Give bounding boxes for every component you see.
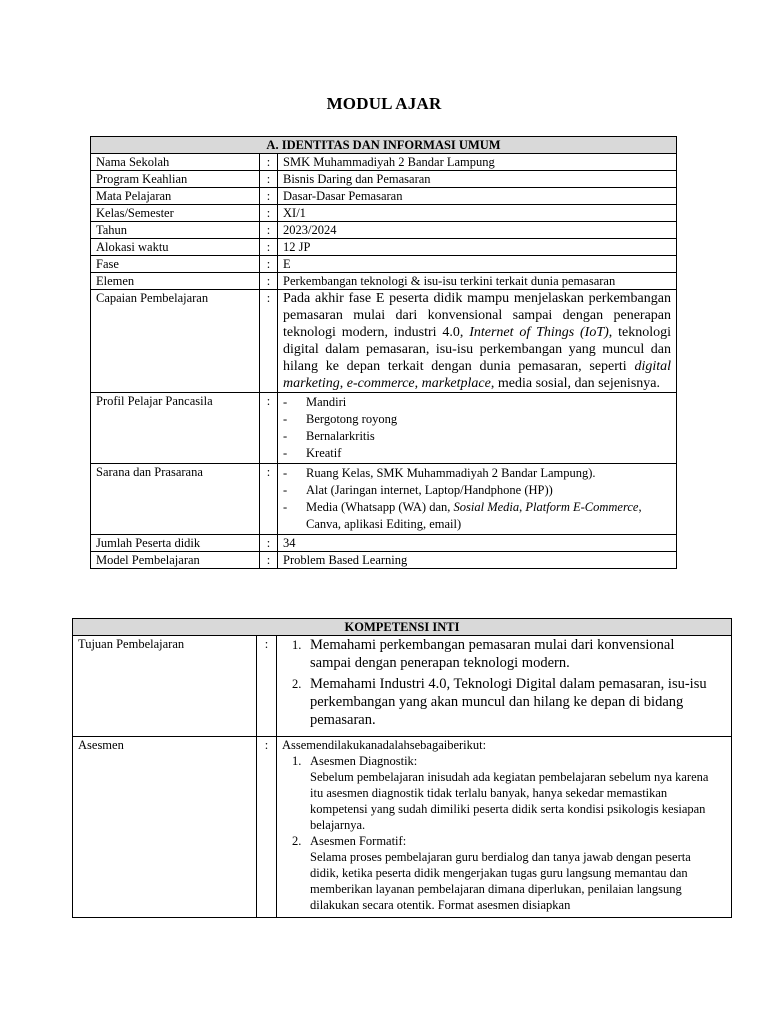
sarana-list bbox=[283, 465, 671, 533]
row-label: Profil Pelajar Pancasila bbox=[91, 393, 260, 464]
row-label: Nama Sekolah bbox=[91, 154, 260, 171]
sarana-list-cell bbox=[278, 464, 677, 535]
item-number: 2. bbox=[292, 677, 302, 691]
capaian-text: Pada akhir fase E peserta didik mampu menjelaskan perkembangan pemasaran mulai dari konvensional sampai dengan penerapan teknologi modern, industri 4.0, Internet of Things (IoT), teknologi digital dalam pemasaran, isu-isu perkembangan yang muncul dan hilang ke depan terkait dengan dunia pemasaran, seperti digital marketing, e-commerce, marketplace, media sosial, dan sejenisnya. bbox=[278, 290, 677, 393]
row-value: SMK Muhammadiyah 2 Bandar Lampung bbox=[278, 154, 677, 171]
table-row bbox=[91, 535, 677, 552]
colon: : bbox=[260, 535, 278, 552]
table-row bbox=[91, 464, 677, 535]
row-value: Perkembangan teknologi & isu-isu terkini terkait dunia pemasaran bbox=[278, 273, 677, 290]
row-label: Sarana dan Prasarana bbox=[91, 464, 260, 535]
row-value: 34 bbox=[278, 535, 677, 552]
table-row bbox=[91, 256, 677, 273]
colon: : bbox=[260, 188, 278, 205]
table-row bbox=[91, 171, 677, 188]
kompetensi-header-row bbox=[73, 619, 732, 636]
row-label: Tahun bbox=[91, 222, 260, 239]
table-row bbox=[73, 636, 732, 737]
item-text: Sebelum pembelajaran inisudah ada kegiatan pembelajaran sebelum nya karena itu asesmen diagnostik tidak terlalu banyak, hanya sekedar memastikan kompetensi yang sudah dimiliki peserta didik serta kondisi psikologis kesiapan belajarnya. bbox=[310, 770, 709, 832]
list-item: - Kreatif bbox=[283, 445, 671, 462]
colon: : bbox=[257, 636, 277, 737]
identitas-table bbox=[90, 136, 677, 569]
row-value: XI/1 bbox=[278, 205, 677, 222]
row-value: Problem Based Learning bbox=[278, 552, 677, 569]
list-item bbox=[282, 753, 713, 833]
colon: : bbox=[260, 393, 278, 464]
item-title: Asesmen Formatif: bbox=[310, 834, 407, 848]
row-label: Mata Pelajaran bbox=[91, 188, 260, 205]
item-text: Memahami Industri 4.0, Teknologi Digital dalam pemasaran, isu-isu perkembangan yang akan muncul dan hilang ke depan di bidang pemasaran. bbox=[310, 676, 707, 728]
row-value: E bbox=[278, 256, 677, 273]
row-value: Dasar-Dasar Pemasaran bbox=[278, 188, 677, 205]
list-item bbox=[282, 675, 713, 729]
item-number: 1. bbox=[292, 754, 302, 768]
item-number: 2. bbox=[292, 834, 302, 848]
colon: : bbox=[260, 171, 278, 188]
colon: : bbox=[260, 552, 278, 569]
identitas-heading: A. IDENTITAS DAN INFORMASI UMUM bbox=[91, 137, 677, 154]
asesmen-intro: Assemendilakukanadalahsebagaiberikut: bbox=[282, 738, 487, 752]
asesmen-cell bbox=[277, 737, 732, 918]
colon: : bbox=[260, 256, 278, 273]
profil-list bbox=[283, 394, 671, 462]
tujuan-list-cell bbox=[277, 636, 732, 737]
row-value: Bisnis Daring dan Pemasaran bbox=[278, 171, 677, 188]
table-row bbox=[91, 188, 677, 205]
colon: : bbox=[257, 737, 277, 918]
table-row bbox=[91, 154, 677, 171]
identitas-header-row bbox=[91, 137, 677, 154]
row-label: Capaian Pembelajaran bbox=[91, 290, 260, 393]
row-value: 12 JP bbox=[278, 239, 677, 256]
row-label: Tujuan Pembelajaran bbox=[73, 636, 257, 737]
colon: : bbox=[260, 464, 278, 535]
colon: : bbox=[260, 154, 278, 171]
table-row bbox=[91, 273, 677, 290]
asesmen-list bbox=[282, 753, 713, 913]
kompetensi-heading: KOMPETENSI INTI bbox=[73, 619, 732, 636]
item-text: Memahami perkembangan pemasaran mulai dari konvensional sampai dengan penerapan teknologi modern. bbox=[310, 637, 675, 671]
table-row bbox=[91, 290, 677, 393]
table-row bbox=[91, 552, 677, 569]
row-label: Program Keahlian bbox=[91, 171, 260, 188]
row-label: Asesmen bbox=[73, 737, 257, 918]
table-row bbox=[91, 239, 677, 256]
colon: : bbox=[260, 273, 278, 290]
list-item: - Bernalarkritis bbox=[283, 428, 671, 445]
table-row bbox=[91, 205, 677, 222]
row-label: Jumlah Peserta didik bbox=[91, 535, 260, 552]
list-item: - Media (Whatsapp (WA) dan, Sosial Media, Platform E-Commerce, Canva, aplikasi Editing, email) bbox=[283, 499, 671, 533]
colon: : bbox=[260, 205, 278, 222]
table-row bbox=[73, 737, 732, 918]
colon: : bbox=[260, 290, 278, 393]
item-number: 1. bbox=[292, 638, 302, 652]
row-label: Model Pembelajaran bbox=[91, 552, 260, 569]
kompetensi-table bbox=[72, 618, 732, 918]
colon: : bbox=[260, 222, 278, 239]
tujuan-list bbox=[282, 636, 713, 729]
row-label: Alokasi waktu bbox=[91, 239, 260, 256]
list-item: - Bergotong royong bbox=[283, 411, 671, 428]
list-item bbox=[282, 636, 713, 672]
table-row bbox=[91, 222, 677, 239]
item-title: Asesmen Diagnostik: bbox=[310, 754, 418, 768]
colon: : bbox=[260, 239, 278, 256]
list-item: - Mandiri bbox=[283, 394, 671, 411]
page-title: MODUL AJAR bbox=[326, 94, 442, 113]
row-label: Elemen bbox=[91, 273, 260, 290]
list-item bbox=[282, 833, 713, 913]
list-item: - Ruang Kelas, SMK Muhammadiyah 2 Bandar Lampung). bbox=[283, 465, 671, 482]
row-label: Fase bbox=[91, 256, 260, 273]
row-label: Kelas/Semester bbox=[91, 205, 260, 222]
row-value: 2023/2024 bbox=[278, 222, 677, 239]
table-row bbox=[91, 393, 677, 464]
item-text: Selama proses pembelajaran guru berdialog dan tanya jawab dengan peserta didik, ketika peserta didik mengerjakan tugas guru langsung memantau dan memberikan layanan pembelajaran dimana diperlukan, penilaian langsung dilakukan secara otentik. Format asesmen disiapkan bbox=[310, 850, 691, 912]
list-item: - Alat (Jaringan internet, Laptop/Handphone (HP)) bbox=[283, 482, 671, 499]
profil-list-cell bbox=[278, 393, 677, 464]
